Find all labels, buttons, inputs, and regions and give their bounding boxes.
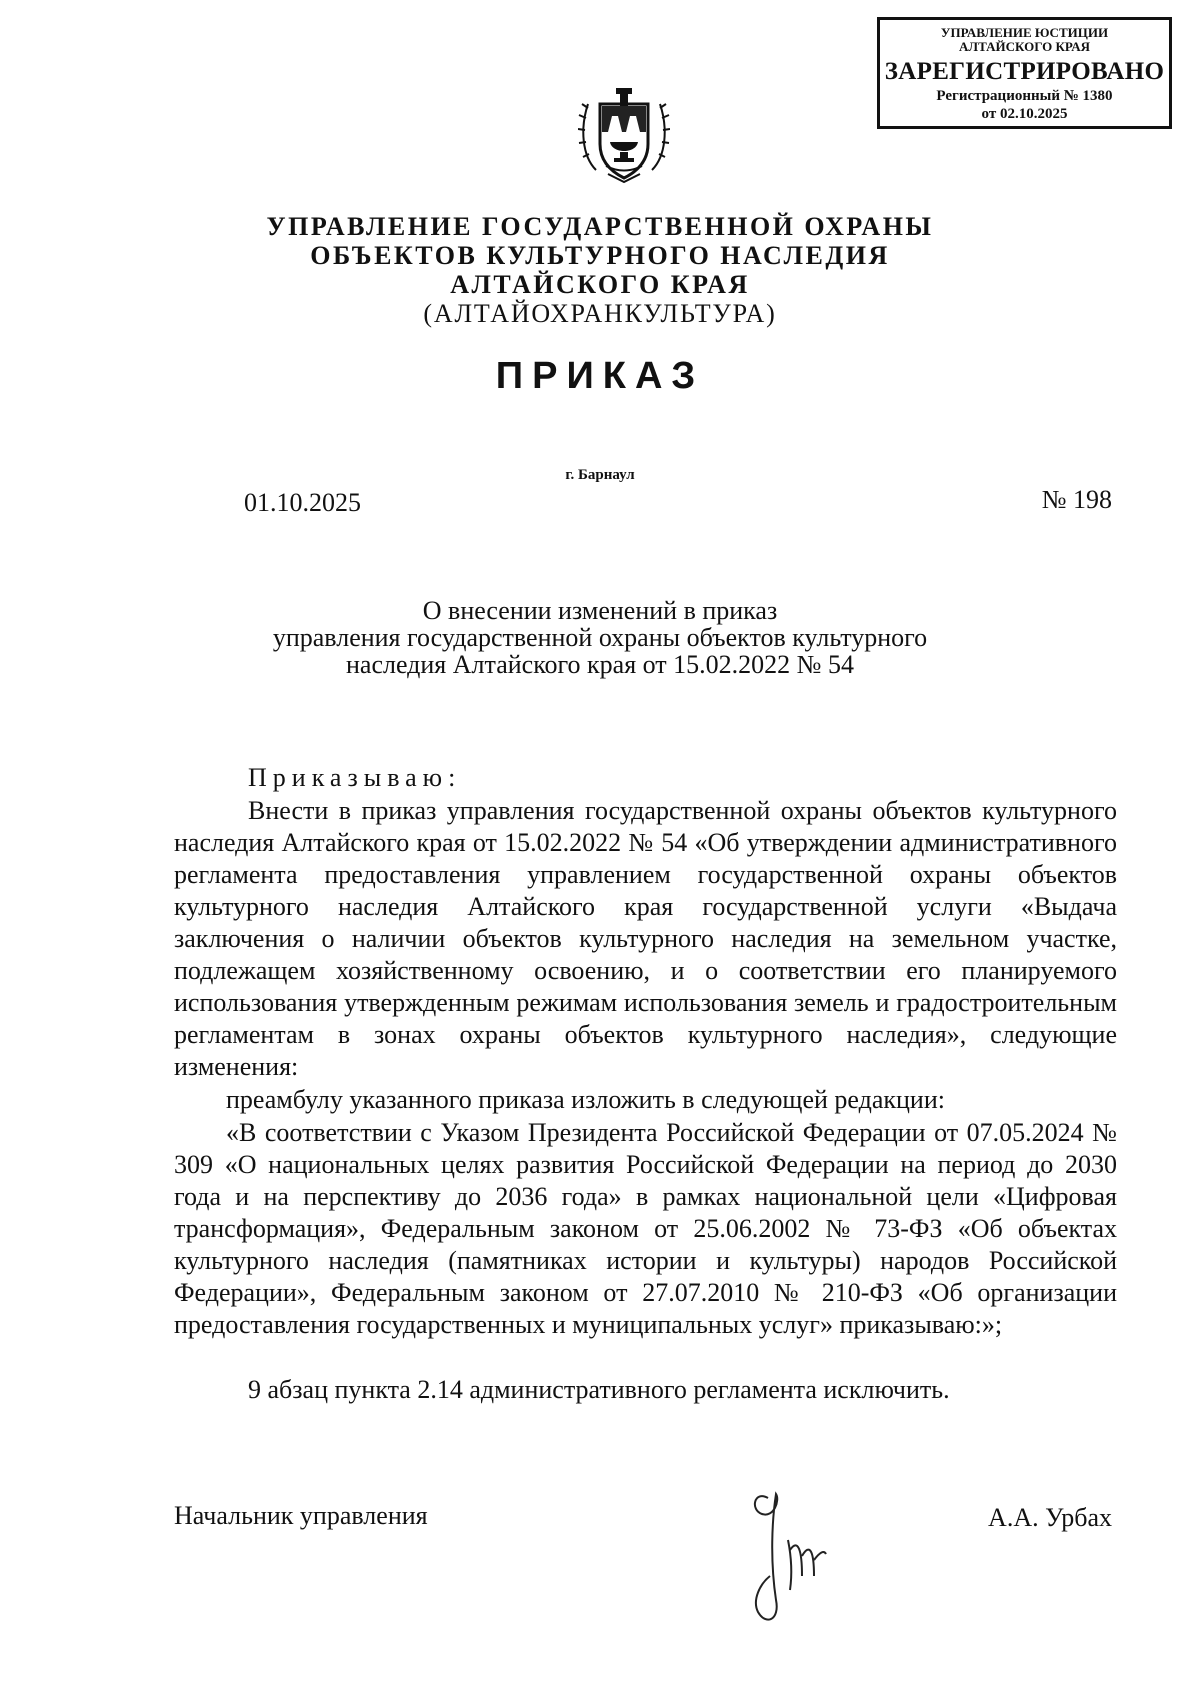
city: г. Барнаул — [565, 467, 635, 483]
body-paragraph: 9 абзац пункта 2.14 административного регламента исключить. — [248, 1375, 950, 1404]
organization-name — [0, 212, 1200, 329]
signatory-position: Начальник управления — [174, 1501, 428, 1530]
order-word: Приказываю: — [248, 763, 462, 792]
stamp-date: от 02.10.2025 — [981, 106, 1068, 122]
body-paragraph: Внести в приказ управления государственной охраны объектов культурного наследия Алтайского края от 15.02.2022 № 54 «Об утверждении административного регламента предоставления управлением государственной охраны объектов культурного наследия Алтайского края государственной услуги «Выдача заключения о наличии объектов культурного наследия на земельном участке, подлежащем хозяйственному освоению, и о соответствии его планируемого использования утвержденным режимам использования земель и градостроительным регламентам в зонах охраны объектов культурного наследия», следующие изменения: — [174, 796, 1117, 1081]
subject-line: О внесении изменений в приказ — [422, 596, 778, 625]
stamp-title: ЗАРЕГИСТРИРОВАНО — [884, 58, 1165, 85]
document-type: ПРИКАЗ — [495, 355, 705, 397]
document-date: 01.10.2025 — [244, 488, 361, 517]
altai-krai-coat-of-arms-icon — [578, 78, 670, 186]
document-number: № 198 — [1041, 485, 1112, 514]
body-paragraph: преамбулу указанного приказа изложить в следующей редакции: — [226, 1085, 945, 1114]
handwritten-signature-icon — [740, 1480, 850, 1630]
stamp-org-line: АЛТАЙСКОГО КРАЯ — [959, 39, 1090, 54]
signatory-name: А.А. Урбах — [988, 1503, 1112, 1532]
document-subject — [0, 597, 1200, 678]
stamp-reg-number: Регистрационный № 1380 — [936, 88, 1113, 104]
org-line: АЛТАЙСКОГО КРАЯ — [450, 270, 750, 299]
registration-stamp — [877, 17, 1172, 129]
org-line: УПРАВЛЕНИЕ ГОСУДАРСТВЕННОЙ ОХРАНЫ — [266, 212, 934, 241]
subject-line: наследия Алтайского края от 15.02.2022 № 54 — [346, 650, 854, 679]
org-line: ОБЪЕКТОВ КУЛЬТУРНОГО НАСЛЕДИЯ — [310, 241, 890, 270]
body-paragraph: «В соответствии с Указом Президента Российской Федерации от 07.05.2024 № 309 «О национальных целях развития Российской Федерации на период до 2030 года и на перспективу до 2036 года» в рамках национальной цели «Цифровая трансформация», Федеральным законом от 25.06.2002 № 73-ФЗ «Об объектах культурного наследия (памятниках истории и культуры) народов Российской Федерации», Федеральным законом от 27.07.2010 № 210-ФЗ «Об организации предоставления государственных и муниципальных услуг» приказываю:»; — [174, 1118, 1117, 1339]
stamp-org-line: УПРАВЛЕНИЕ ЮСТИЦИИ — [940, 25, 1109, 40]
subject-line: управления государственной охраны объектов культурного — [272, 623, 928, 652]
org-short-name: (АЛТАЙОХРАНКУЛЬТУРА) — [423, 299, 777, 328]
